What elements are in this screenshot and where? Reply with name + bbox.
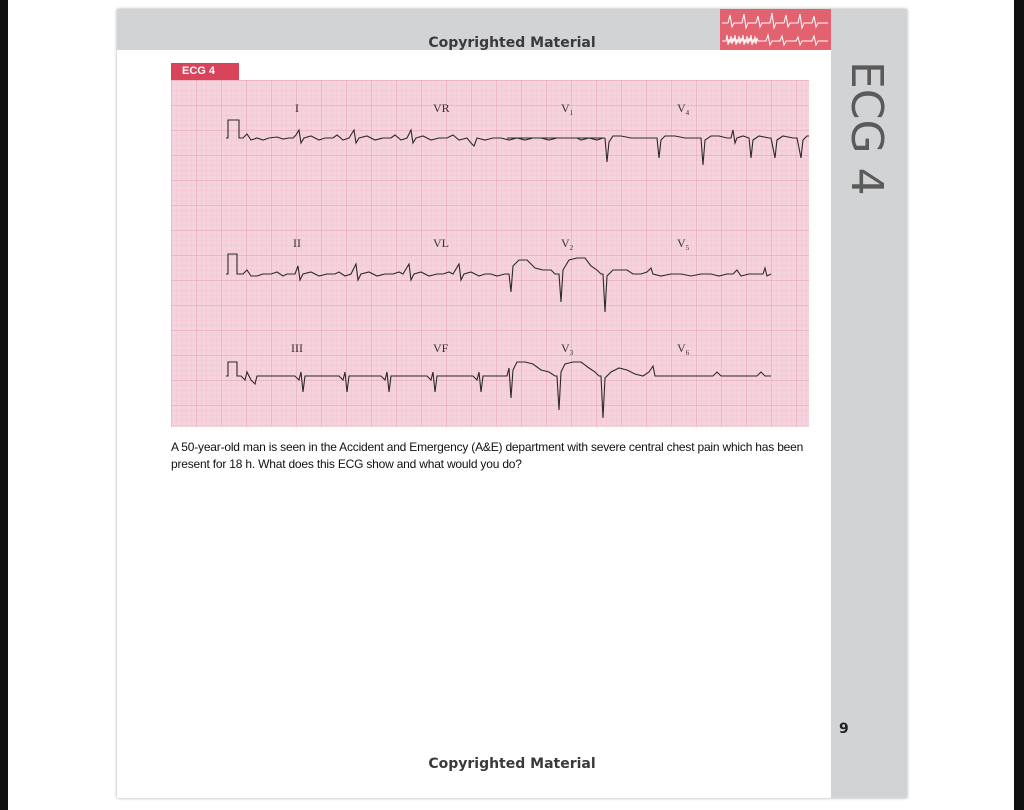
lead-label-v5: $V_5$ [677,236,690,252]
viewer-frame-left [0,0,8,810]
ecg-thumbnail-decoration [720,9,831,50]
lead-label-ii: II [293,236,301,250]
page-number: 9 [839,721,849,737]
lead-label-i: I [295,101,299,115]
lead-label-v3: $V_3$ [561,341,574,357]
lead-label-v2: $V_2$ [561,236,574,252]
lead-label-vf: VF [433,341,449,355]
header-copyright: Copyrighted Material [428,35,596,51]
lead-label-vl: VL [433,236,449,250]
lead-label-iii: III [291,341,303,355]
lead-label-v6: $V_6$ [677,341,690,357]
lead-label-v1: $V_1$ [561,101,574,117]
footer-copyright: Copyrighted Material [428,756,596,772]
book-page [117,9,907,798]
ecg-label-badge: ECG 4 [171,63,239,80]
chapter-side-title: ECG 4 [841,61,892,196]
lead-label-v4: $V_4$ [677,101,690,117]
question-text: A 50-year-old man is seen in the Accident and Emergency (A&E) department with severe central chest pain which has been present for 18 h. What does this ECG show and what would you do? [171,440,804,471]
lead-label-vr: VR [433,101,450,115]
ecg-tracing [171,80,809,427]
viewer-frame-right [1014,0,1024,810]
